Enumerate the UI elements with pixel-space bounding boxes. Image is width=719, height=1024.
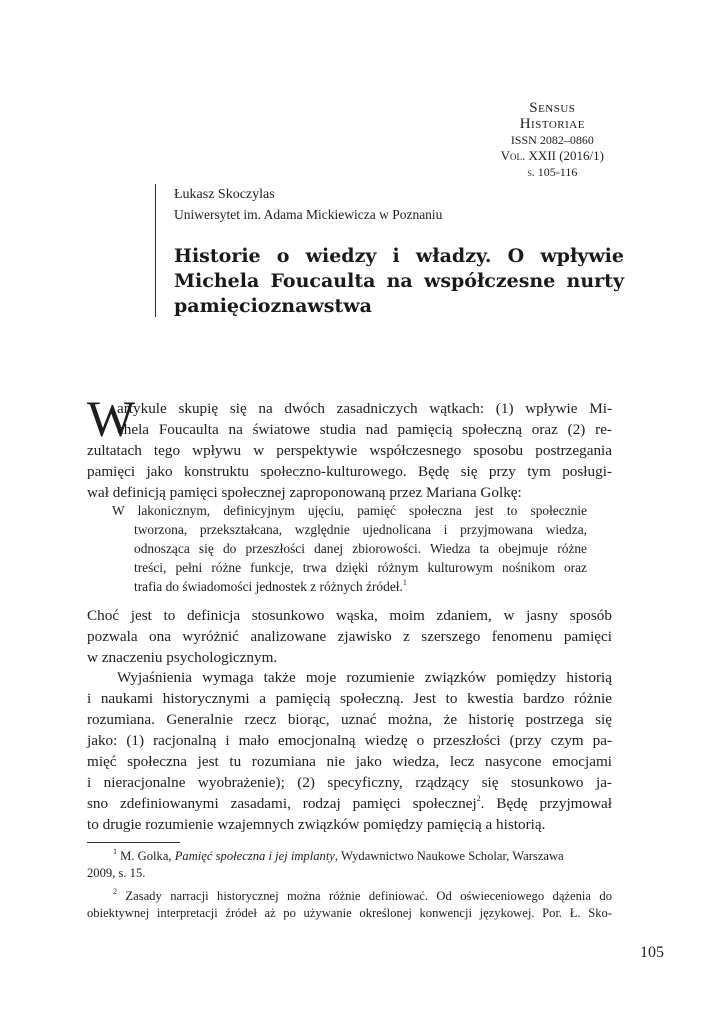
footnote-1 bbox=[87, 848, 612, 882]
drop-cap: W bbox=[87, 392, 136, 448]
text-line: to drugie rozumienie wzajemnych związków pomiędzy pamięcią a historią. bbox=[87, 816, 546, 833]
paragraph-history bbox=[87, 667, 612, 835]
paragraph-definition bbox=[87, 605, 612, 668]
article-title bbox=[174, 244, 624, 319]
article-author: Łukasz Skoczylas bbox=[174, 187, 275, 202]
text-line: pozwala ona wyróżnić analizowane zjawisko z szerszego fenomenu pamięci bbox=[87, 628, 612, 645]
footnote-line bbox=[87, 888, 612, 905]
text-line: pamięci jako konstruktu społeczno-kulturowego. Będę się przy tym posługi- bbox=[87, 463, 612, 480]
text-line: Wyjaśnienia wymaga także moje rozumienie związków pomiędzy historią bbox=[117, 669, 612, 686]
quote-line: treści, pełni różne funkcje, trwa dzięki różnym kulturowym nośnikom oraz bbox=[134, 560, 587, 575]
paragraph-intro bbox=[87, 392, 612, 503]
text-line: i nieracjonalne wyobrażenie); (2) specyficzny, rządzący się stosunkowo ja- bbox=[87, 774, 612, 791]
title-line: Michela Foucaulta na współczesne nurty bbox=[174, 270, 624, 292]
journal-header bbox=[501, 100, 604, 180]
footnote-book-title: Pamięć społeczna i jej implanty bbox=[174, 849, 335, 863]
quote-text: trafia do świadomości jednostek z różnych źródeł. bbox=[134, 579, 403, 594]
text-line: i naukami historycznymi a pamięcią społeczną. Jest to kwestia bardzo różnie bbox=[87, 690, 612, 707]
footnote-line: obiektywnej interpretacji źródeł aż po używanie określonej konwencji językowej. Por. Ł. Sko- bbox=[87, 906, 612, 920]
footnote-line bbox=[87, 848, 612, 865]
quote-line: tworzona, przekształcana, względnie ujednolicana i przyjmowana wiedza, bbox=[134, 522, 587, 537]
text-line: rozumiana. Generalnie rzecz biorąc, uznać można, że historię postrzega się bbox=[87, 711, 612, 728]
quote-line: odnosząca się do przeszłości danej zbiorowości. Wiedza ta obejmuje różne bbox=[134, 541, 587, 556]
text-line: jako: (1) racjonalną i mało emocjonalną wiedzę o przeszłości (przy czym pa- bbox=[87, 732, 612, 749]
page-number: 105 bbox=[640, 944, 664, 961]
journal-issn: ISSN 2082–0860 bbox=[510, 133, 594, 147]
text-line: mięć społeczna jest tu rozumiana nie jako wiedza, lecz nasycone emocjami bbox=[87, 753, 612, 770]
text-line: Choć jest to definicja stosunkowo wąska, moim zdaniem, w jasny sposób bbox=[87, 607, 612, 624]
title-line: pamięcioznawstwa bbox=[174, 295, 372, 317]
text-line: w znaczeniu psychologicznym. bbox=[87, 649, 278, 666]
journal-name-line2: Historiae bbox=[519, 116, 585, 132]
footnote-rule bbox=[87, 842, 180, 843]
footnote-line: 2009, s. 15. bbox=[87, 866, 146, 880]
header-vertical-rule bbox=[155, 184, 156, 317]
journal-pages: s. 105-116 bbox=[527, 165, 578, 179]
footnotes bbox=[87, 848, 612, 928]
block-quote bbox=[112, 501, 587, 596]
quote-line-last bbox=[112, 577, 587, 596]
footnote-2 bbox=[87, 888, 612, 922]
journal-name-line1: Sensus bbox=[529, 100, 576, 116]
text-line: wał definicją pamięci społecznej zaproponowaną przez Mariana Golkę: bbox=[87, 484, 522, 501]
footnote-text: , Wydawnictwo Naukowe Scholar, Warszawa bbox=[334, 849, 564, 863]
title-line: Historie o wiedzy i władzy. O wpływie bbox=[174, 245, 624, 267]
footnote-number: 2 bbox=[113, 886, 117, 896]
article-affiliation: Uniwersytet im. Adama Mickiewicza w Poznaniu bbox=[174, 207, 443, 222]
text-line: chela Foucaulta na światowe studia nad pamięcią społeczną oraz (2) re- bbox=[117, 421, 612, 438]
footnote-ref[interactable]: 1 bbox=[402, 577, 407, 587]
text-line: zultatach tego wpływu w perspektywie współczesnego sposobu postrzegania bbox=[87, 442, 612, 459]
text-line: artykule skupię się na dwóch zasadniczych wątkach: (1) wpływie Mi- bbox=[117, 400, 612, 417]
text-segment: . Będę przyjmował bbox=[480, 795, 613, 812]
footnote-text: Zasady narracji historycznej można różnie definiować. Od oświeceniowego dążenia do bbox=[117, 889, 612, 903]
footnote-text: M. Golka, bbox=[117, 849, 175, 863]
footnote-ref[interactable]: 2 bbox=[476, 793, 481, 803]
quote-line: W lakonicznym, definicyjnym ujęciu, pamięć społeczna jest to społecznie bbox=[112, 503, 587, 518]
text-segment: sno zdefiniowanymi zasadami, rodzaj pamięci społecznej bbox=[87, 795, 477, 812]
text-line bbox=[87, 793, 612, 814]
footnote-number: 1 bbox=[113, 846, 117, 856]
journal-volume: Vol. XXII (2016/1) bbox=[500, 148, 604, 163]
